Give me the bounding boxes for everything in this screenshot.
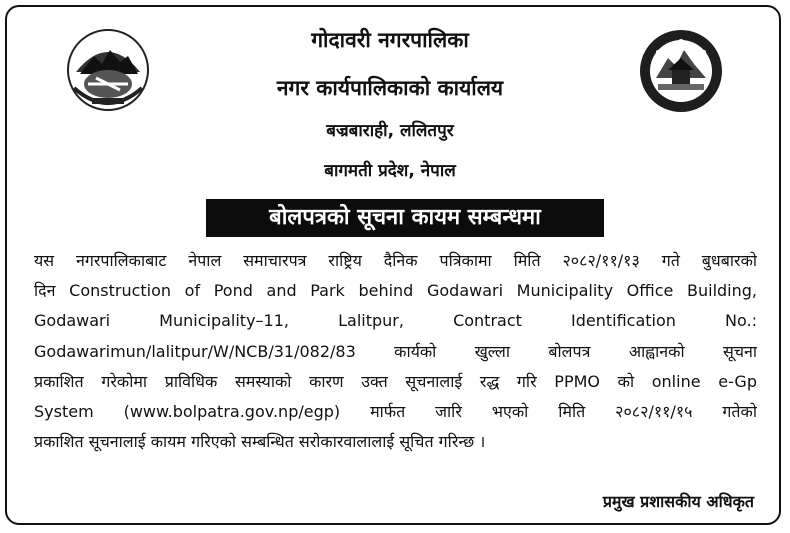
godawari-municipality-logo-icon: [638, 28, 724, 114]
nepal-government-emblem-icon: [66, 28, 150, 112]
body-line: प्रकाशित गरेकोमा प्राविधिक समस्याको कारण उक्त सूचनालाई रद्ध गरि PPMO को online e-Gp: [34, 371, 757, 391]
body-line: यस नगरपालिकाबाट नेपाल समाचारपत्र राष्ट्रिय दैनिक पत्रिकामा मिति २०८२/११/१३ गते बुधबारको: [34, 251, 757, 270]
body-line: Godawarimun/lalitpur/W/NCB/31/082/83 कार्यको खुल्ला बोलपत्र आह्वानको सूचना: [34, 341, 757, 361]
office-location: बज्रबाराही, ललितपुर: [326, 121, 454, 141]
municipality-name: गोदावरी नगरपालिका: [311, 28, 469, 52]
body-line: System (www.bolpatra.gov.np/egp) मार्फत जारि भएको मिति २०८२/११/१५ गतेको: [34, 402, 757, 422]
signatory: प्रमुख प्रशासकीय अधिकृत: [602, 492, 754, 511]
notice-title: बोलपत्रको सूचना कायम सम्बन्धमा: [206, 199, 604, 237]
body-line: Godawari Municipality–11, Lalitpur, Contract Identification No.:: [34, 311, 757, 331]
body-line: दिन Construction of Pond and Park behind Godawari Municipality Office Building,: [34, 281, 757, 301]
body-line: प्रकाशित सूचनालाई कायम गरिएको सम्बन्धित सरोकारवालालाई सूचित गरिन्छ ।: [34, 432, 486, 452]
notice-body: [34, 246, 757, 457]
office-name: नगर कार्यपालिकाको कार्यालय: [276, 76, 504, 100]
province-country: बागमती प्रदेश, नेपाल: [324, 161, 456, 181]
